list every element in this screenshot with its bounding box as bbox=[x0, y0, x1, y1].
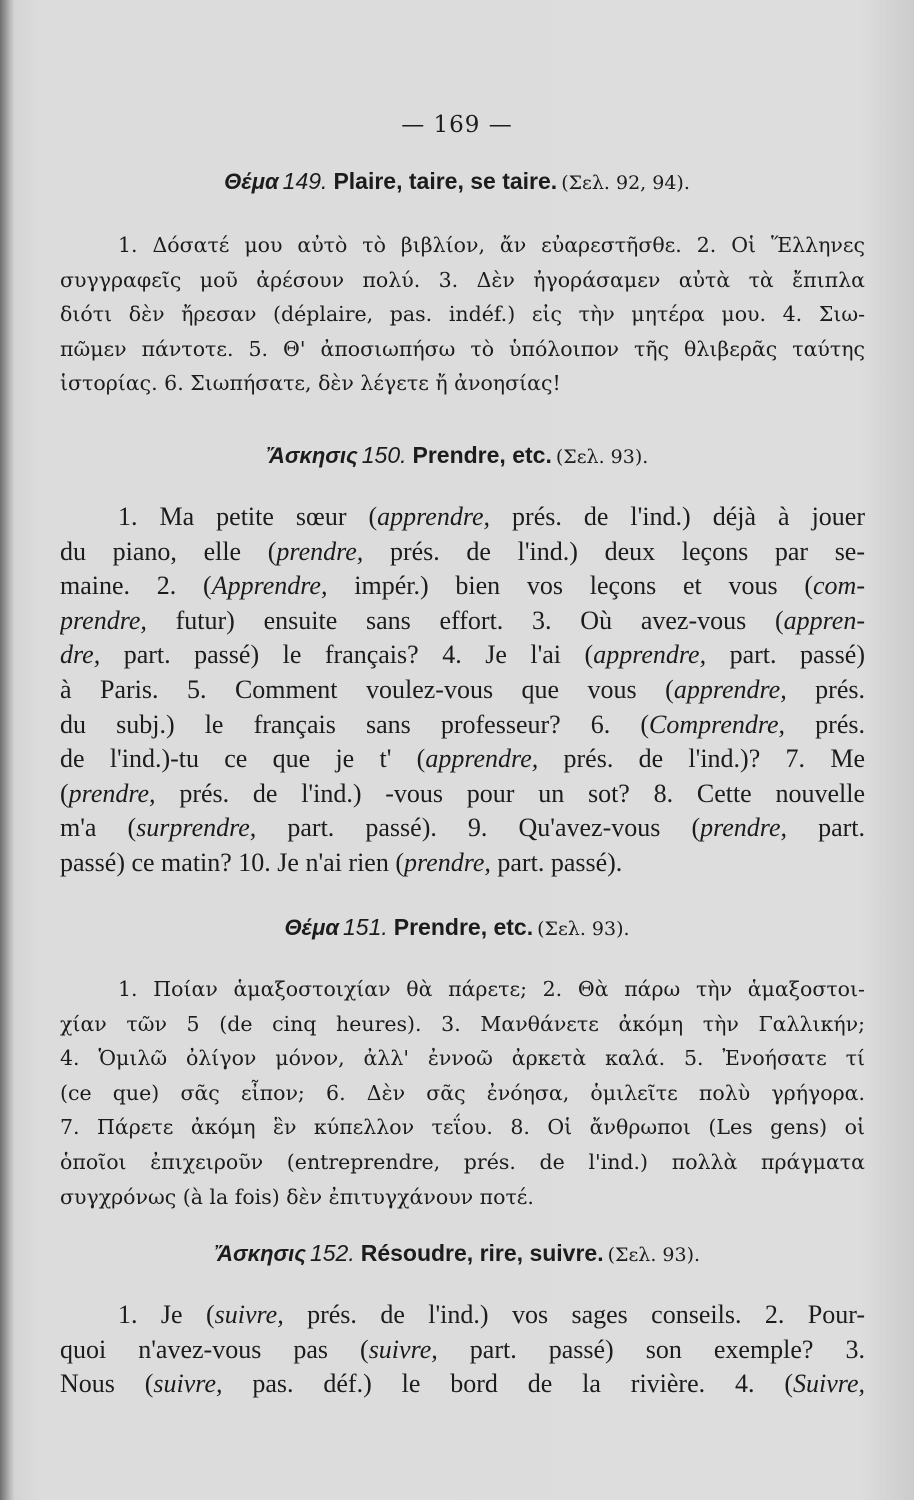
text-line: διότι δὲν ἤρεσαν (déplaire, pas. indéf.) εἰς τὴν μητέρα μου. 4. Σιω- bbox=[60, 302, 865, 327]
text-line: Nous (suivre, pas. déf.) le bord de la rivière. 4. (Suivre, bbox=[60, 1369, 865, 1399]
text-line: 7. Πάρετε ἀκόμη ἓν κύπελλον τεΐου. 8. Οἱ ἄνθρωποι (Les gens) οἱ bbox=[60, 1115, 865, 1140]
text-line: 4. Ὁμιλῶ ὀλίγον μόνον, ἀλλ' ἐννοῶ ἀρκετὰ καλά. 5. Ἐνοήσατε τί bbox=[60, 1046, 865, 1071]
section-151-text bbox=[60, 972, 865, 1214]
section-title: Prendre, etc. bbox=[393, 914, 534, 940]
page-number: — 169 — bbox=[401, 112, 513, 138]
text-line: du subj.) le français sans professeur? 6. (Comprendre, prés. bbox=[60, 709, 865, 739]
text-line: (ce que) σᾶς εἶπον; 6. Δὲν σᾶς ἐνόησα, ὁμιλεῖτε πολὺ γρήγορα. bbox=[60, 1080, 865, 1105]
section-149-heading bbox=[0, 168, 914, 195]
section-152-text bbox=[60, 1298, 865, 1402]
text-line: prendre, futur) ensuite sans effort. 3. Où avez-vous (appren- bbox=[60, 605, 865, 635]
section-number: 152. bbox=[309, 1240, 355, 1266]
section-title: Résoudre, rire, suivre. bbox=[360, 1240, 604, 1266]
section-150-heading bbox=[0, 442, 914, 469]
section-152-heading bbox=[0, 1240, 914, 1267]
section-ref: (Σελ. 92, 94). bbox=[561, 172, 690, 194]
text-line: 1. Je (suivre, prés. de l'ind.) vos sages conseils. 2. Pour- bbox=[118, 1300, 865, 1329]
text-line: 1. Ποίαν ἁμαξοστοιχίαν θὰ πάρετε; 2. Θὰ πάρω τὴν ἁμαξοστοι- bbox=[118, 977, 865, 1001]
text-line: maine. 2. (Apprendre, impér.) bien vos leçons et vous (com- bbox=[60, 571, 865, 601]
text-line: dre, part. passé) le français? 4. Je l'ai (apprendre, part. passé) bbox=[60, 640, 865, 670]
section-title: Prendre, etc. bbox=[412, 442, 552, 468]
text-line: ὁποῖοι ἐπιχειροῦν (entreprendre, prés. de l'ind.) πολλὰ πράγματα bbox=[60, 1149, 865, 1174]
section-label: Θέμα bbox=[284, 915, 339, 940]
text-line: πῶμεν πάντοτε. 5. Θ' ἀποσιωπήσω τὸ ὑπόλοιπον τῆς θλιβερᾶς ταύτης bbox=[60, 336, 865, 361]
section-151-heading bbox=[0, 914, 914, 941]
text-line: συγχρόνως (à la fois) δὲν ἐπιτυγχάνουν ποτέ. bbox=[60, 1184, 534, 1209]
section-number: 149. bbox=[282, 168, 328, 194]
section-title: Plaire, taire, se taire. bbox=[333, 168, 558, 194]
text-line: quoi n'avez-vous pas (suivre, part. passé) son exemple? 3. bbox=[60, 1334, 865, 1364]
text-line: (prendre, prés. de l'ind.) -vous pour un sot? 8. Cette nouvelle bbox=[60, 778, 865, 808]
text-line: συγγραφεῖς μοῦ ἀρέσουν πολύ. 3. Δὲν ἠγοράσαμεν αὐτὰ τὰ ἔπιπλα bbox=[60, 267, 865, 292]
section-number: 151. bbox=[343, 914, 388, 940]
text-line: 1. Ma petite sœur (apprendre, prés. de l'ind.) déjà à jouer bbox=[118, 502, 865, 531]
page-spine-shadow bbox=[0, 0, 14, 1500]
section-label: Ἄσκησις bbox=[265, 443, 358, 468]
section-label: Ἄσκησις bbox=[213, 1241, 306, 1266]
text-line: à Paris. 5. Comment voulez-vous que vous (apprendre, prés. bbox=[60, 674, 865, 704]
section-150-text bbox=[60, 500, 865, 881]
text-line: de l'ind.)-tu ce que je t' (apprendre, prés. de l'ind.)? 7. Me bbox=[60, 744, 865, 774]
section-ref: (Σελ. 93). bbox=[537, 918, 630, 940]
text-line: χίαν τῶν 5 (de cinq heures). 3. Μανθάνετε ἀκόμη τὴν Γαλλικήν; bbox=[60, 1011, 865, 1036]
text-line: 1. Δόσατέ μου αὐτὸ τὸ βιβλίον, ἄν εὐαρεστῆσθε. 2. Οἱ Ἕλληνες bbox=[118, 233, 865, 257]
text-line: m'a (surprendre, part. passé). 9. Qu'avez-vous (prendre, part. bbox=[60, 813, 865, 843]
section-number: 150. bbox=[361, 442, 407, 468]
text-line: passé) ce matin? 10. Je n'ai rien (prendre, part. passé). bbox=[60, 847, 623, 877]
section-ref: (Σελ. 93). bbox=[607, 1244, 701, 1266]
text-line: du piano, elle (prendre, prés. de l'ind.) deux leçons par se- bbox=[60, 536, 865, 566]
text-line: ἱστορίας. 6. Σιωπήσατε, δὲν λέγετε ἤ ἀνοησίας! bbox=[60, 371, 561, 396]
section-ref: (Σελ. 93). bbox=[555, 446, 649, 468]
section-label: Θέμα bbox=[224, 169, 279, 194]
section-149-text bbox=[60, 228, 865, 401]
